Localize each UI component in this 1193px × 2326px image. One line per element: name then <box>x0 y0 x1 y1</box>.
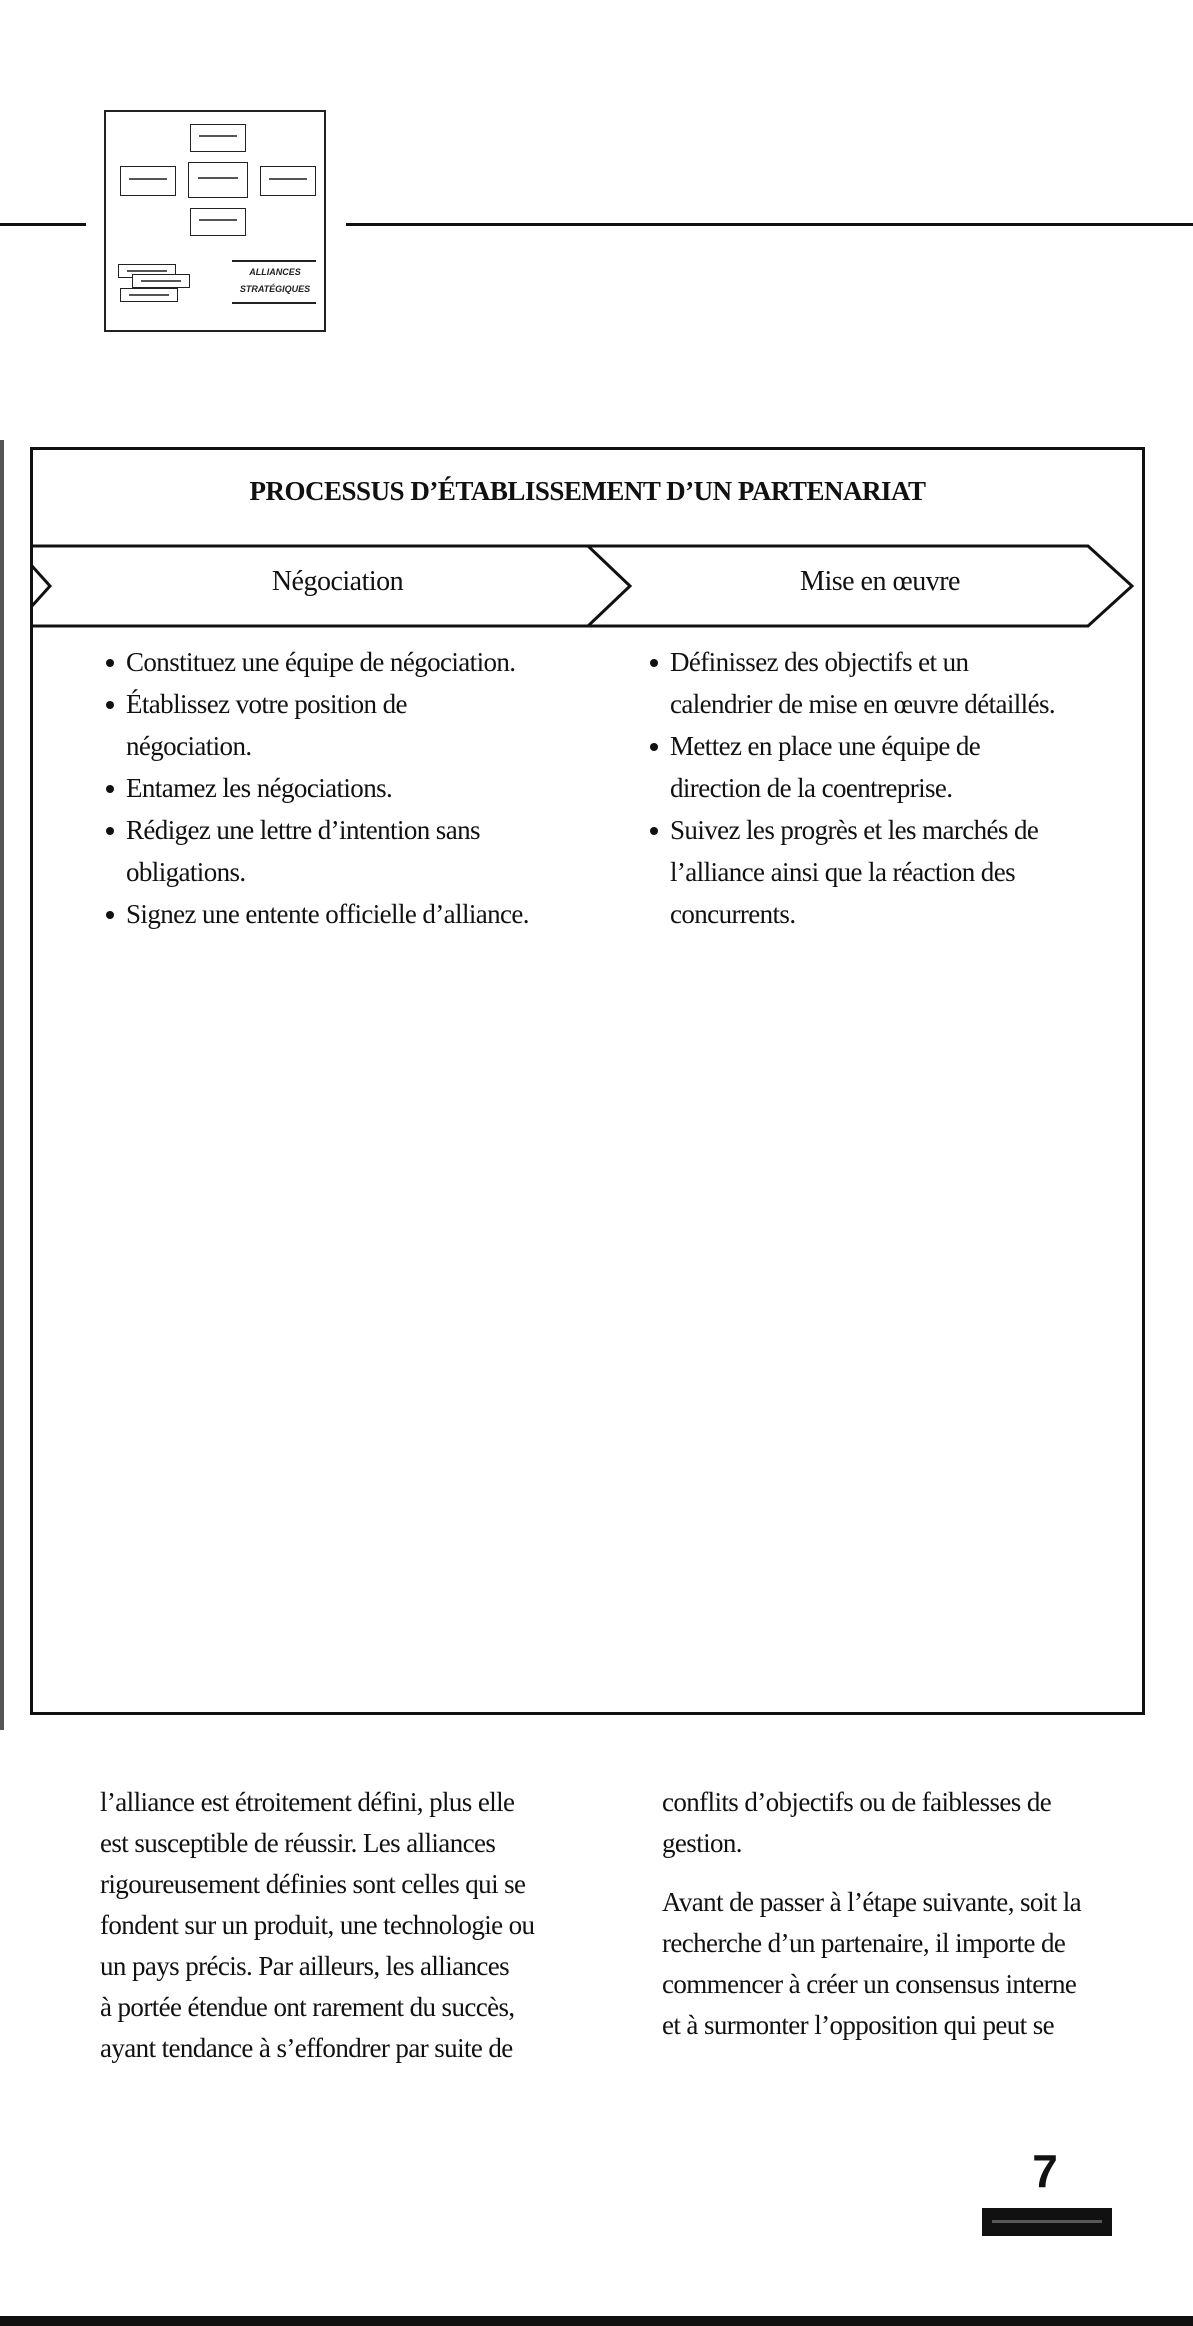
body-line: fondent sur un produit, une technologie ou <box>100 1910 535 1940</box>
bullet-line: Constituez une équipe de négociation. <box>126 647 516 677</box>
bullet-line: obligations. <box>126 857 246 887</box>
thumb-box-bottom <box>190 208 246 236</box>
section-tab-bar <box>982 2208 1112 2236</box>
bullet-item <box>648 725 1138 809</box>
thumb-box-right <box>260 166 316 196</box>
bullet-line: Définissez des objectifs et un <box>670 647 969 677</box>
bullet-item <box>104 767 604 809</box>
bullet-line: Signez une entente officielle d’alliance. <box>126 899 529 929</box>
mise-en-oeuvre-bullets <box>648 641 1138 935</box>
body-line: un pays précis. Par ailleurs, les alliances <box>100 1951 510 1981</box>
thumb-box-left <box>120 166 176 196</box>
thumb-box-center <box>188 162 248 198</box>
thumb-caption <box>234 264 316 298</box>
body-line: l’alliance est étroitement défini, plus elle <box>100 1787 515 1817</box>
bullet-item <box>104 641 604 683</box>
body-line: rigoureusement définies sont celles qui se <box>100 1869 526 1899</box>
bullet-item <box>104 893 604 935</box>
thumb-box-top <box>190 124 246 152</box>
thumb-caption-line1: ALLIANCES <box>249 267 301 277</box>
thumb-caption-rule-bottom <box>232 302 316 304</box>
bullet-line: Suivez les progrès et les marchés de <box>670 815 1039 845</box>
thumb-caption-line2: STRATÉGIQUES <box>239 284 311 294</box>
negociation-bullets <box>104 641 604 935</box>
bullet-line: Établissez votre position de <box>126 689 407 719</box>
bullet-item <box>104 809 604 893</box>
body-line: conflits d’objectifs ou de faiblesses de <box>662 1787 1052 1817</box>
body-line: commencer à créer un consensus interne <box>662 1969 1077 1999</box>
bullet-line: concurrents. <box>670 899 796 929</box>
page-edge-left <box>0 440 4 1730</box>
phase-label-mise-en-oeuvre: Mise en œuvre <box>800 566 960 597</box>
bullet-line: Entamez les négociations. <box>126 773 393 803</box>
body-paragraph <box>100 1782 600 2069</box>
thumb-stack-2 <box>132 274 190 288</box>
body-paragraph <box>662 1782 1162 1864</box>
bullet-item <box>104 683 604 767</box>
bullet-line: Rédigez une lettre d’intention sans <box>126 815 480 845</box>
body-line: gestion. <box>662 1828 742 1858</box>
page-edge-bottom <box>0 2316 1193 2326</box>
body-line: et à surmonter l’opposition qui peut se <box>662 2010 1055 2040</box>
page-number: 7 <box>1032 2145 1058 2197</box>
bullet-line: direction de la coentreprise. <box>670 773 953 803</box>
body-column-right <box>662 1782 1162 2064</box>
thumb-caption-rule-top <box>232 260 316 262</box>
bullet-line: négociation. <box>126 731 252 761</box>
header-rule-left <box>0 223 86 226</box>
body-paragraph <box>662 1882 1162 2046</box>
body-line: Avant de passer à l’étape suivante, soit la <box>662 1887 1082 1917</box>
body-line: ayant tendance à s’effondrer par suite de <box>100 2033 513 2063</box>
process-title: PROCESSUS D’ÉTABLISSEMENT D’UN PARTENARIAT <box>249 476 926 506</box>
bullet-line: l’alliance ainsi que la réaction des <box>670 857 1015 887</box>
process-frame <box>30 447 1145 1715</box>
body-line: est susceptible de réussir. Les alliances <box>100 1828 496 1858</box>
bullet-item <box>648 641 1138 725</box>
phase-label-negociation: Négociation <box>271 566 404 597</box>
body-column-left <box>100 1782 600 2087</box>
bullet-line: calendrier de mise en œuvre détaillés. <box>670 689 1056 719</box>
section-thumbnail-diagram <box>104 110 326 332</box>
body-line: recherche d’un partenaire, il importe de <box>662 1928 1066 1958</box>
bullet-item <box>648 809 1138 935</box>
header-rule-right <box>346 223 1193 226</box>
arrow-start-chevron <box>32 566 50 606</box>
thumb-stack-3 <box>120 288 178 302</box>
body-line: à portée étendue ont rarement du succès, <box>100 1992 515 2022</box>
bullet-line: Mettez en place une équipe de <box>670 731 981 761</box>
